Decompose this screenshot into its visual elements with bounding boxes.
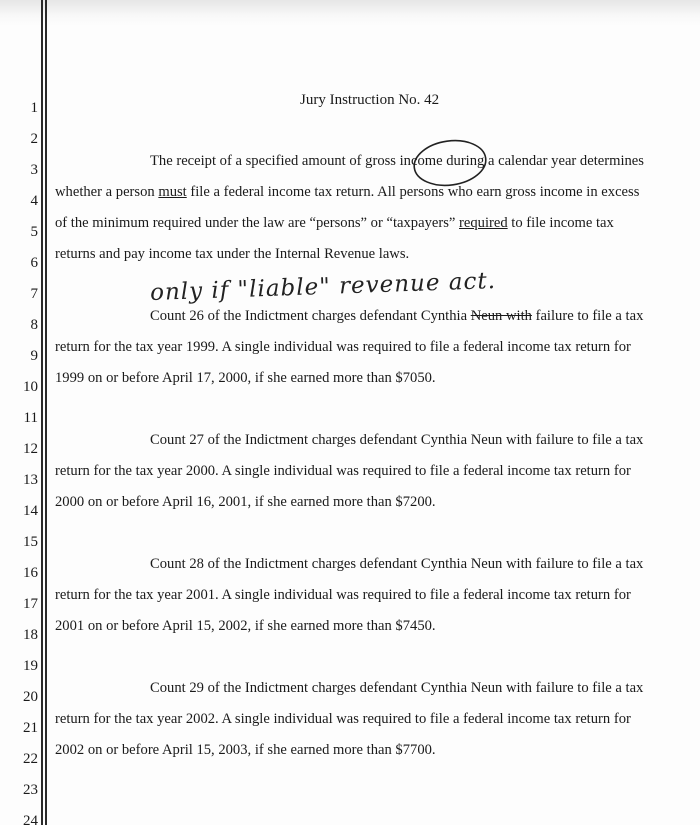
para1-line-5	[55, 214, 614, 232]
text-segment: returns and pay income tax under the Internal Revenue laws.	[55, 246, 410, 262]
count-27-line-3: 2000 on or before April 16, 2001, if she earned more than $7200.	[55, 494, 436, 510]
line-number: 4	[30, 193, 38, 209]
line-number: 19	[23, 658, 38, 674]
line-number: 13	[23, 472, 38, 488]
count-28-line-3: 2001 on or before April 15, 2002, if she earned more than $7450.	[55, 618, 436, 634]
text-segment: The receipt of a specified amount of gross income during a calendar year determines	[150, 153, 644, 169]
line-number: 15	[23, 534, 38, 550]
count-26-line-1	[150, 307, 643, 325]
line-number: 20	[23, 689, 38, 705]
line-number: 8	[30, 317, 38, 333]
count-26-line-2: return for the tax year 1999. A single individual was required to file a federal income tax return for	[55, 339, 631, 355]
para1-line-3	[150, 152, 644, 170]
margin-rule-inner	[45, 0, 47, 825]
text-segment: to file income tax	[507, 215, 614, 231]
line-number: 17	[23, 596, 38, 612]
text-segment: whether a person	[55, 184, 159, 200]
handwritten-annotation: only if "liable" revenue act.	[149, 267, 497, 307]
margin-rule-outer	[41, 0, 43, 825]
count-27-line-1: Count 27 of the Indictment charges defendant Cynthia Neun with failure to file a tax	[150, 432, 644, 448]
line-number-column	[0, 0, 40, 829]
line-number: 23	[23, 782, 38, 798]
line-number: 3	[30, 162, 38, 178]
underlined-word-must: must	[158, 184, 187, 200]
count-29-line-1: Count 29 of the Indictment charges defendant Cynthia Neun with failure to file a tax	[150, 680, 644, 696]
page-title: Jury Instruction No. 42	[300, 92, 440, 108]
text-segment: of the minimum required under the law are “persons” or “taxpayers”	[55, 215, 460, 231]
count-28-line-2: return for the tax year 2001. A single individual was required to file a federal income tax return for	[55, 587, 631, 603]
handwritten-circle-mark	[410, 136, 490, 188]
scan-artifact-top	[0, 0, 700, 26]
line-number: 14	[23, 503, 38, 519]
count-27-line-2: return for the tax year 2000. A single individual was required to file a federal income tax return for	[55, 463, 631, 479]
count-29-line-2: return for the tax year 2002. A single individual was required to file a federal income tax return for	[55, 711, 631, 727]
count-28-line-1: Count 28 of the Indictment charges defendant Cynthia Neun with failure to file a tax	[150, 556, 644, 572]
line-number: 16	[23, 565, 38, 581]
line-number: 2	[30, 131, 38, 147]
line-number: 22	[23, 751, 38, 767]
line-number: 9	[30, 348, 38, 364]
struck-text: Neun with	[470, 308, 532, 324]
text-segment: failure to file a tax	[531, 308, 644, 324]
para1-line-6	[55, 245, 409, 263]
line-number: 1	[30, 100, 38, 116]
line-number: 12	[23, 441, 38, 457]
underlined-word-required: required	[459, 215, 508, 231]
line-number: 10	[23, 379, 38, 395]
text-segment: Count 26 of the Indictment charges defendant Cynthia	[150, 308, 471, 324]
line-number: 5	[30, 224, 38, 240]
count-29-line-3: 2002 on or before April 15, 2003, if she earned more than $7700.	[55, 742, 436, 758]
line-number: 11	[23, 410, 38, 426]
count-26-line-3: 1999 on or before April 17, 2000, if she earned more than $7050.	[55, 370, 436, 386]
line-number: 6	[30, 255, 38, 271]
para1-line-4	[55, 183, 639, 201]
text-segment: file a federal income tax return. All persons who earn gross income in excess	[186, 184, 640, 200]
line-number: 21	[23, 720, 38, 736]
line-number: 7	[30, 286, 38, 302]
line-number: 24	[23, 813, 38, 829]
line-number: 18	[23, 627, 38, 643]
